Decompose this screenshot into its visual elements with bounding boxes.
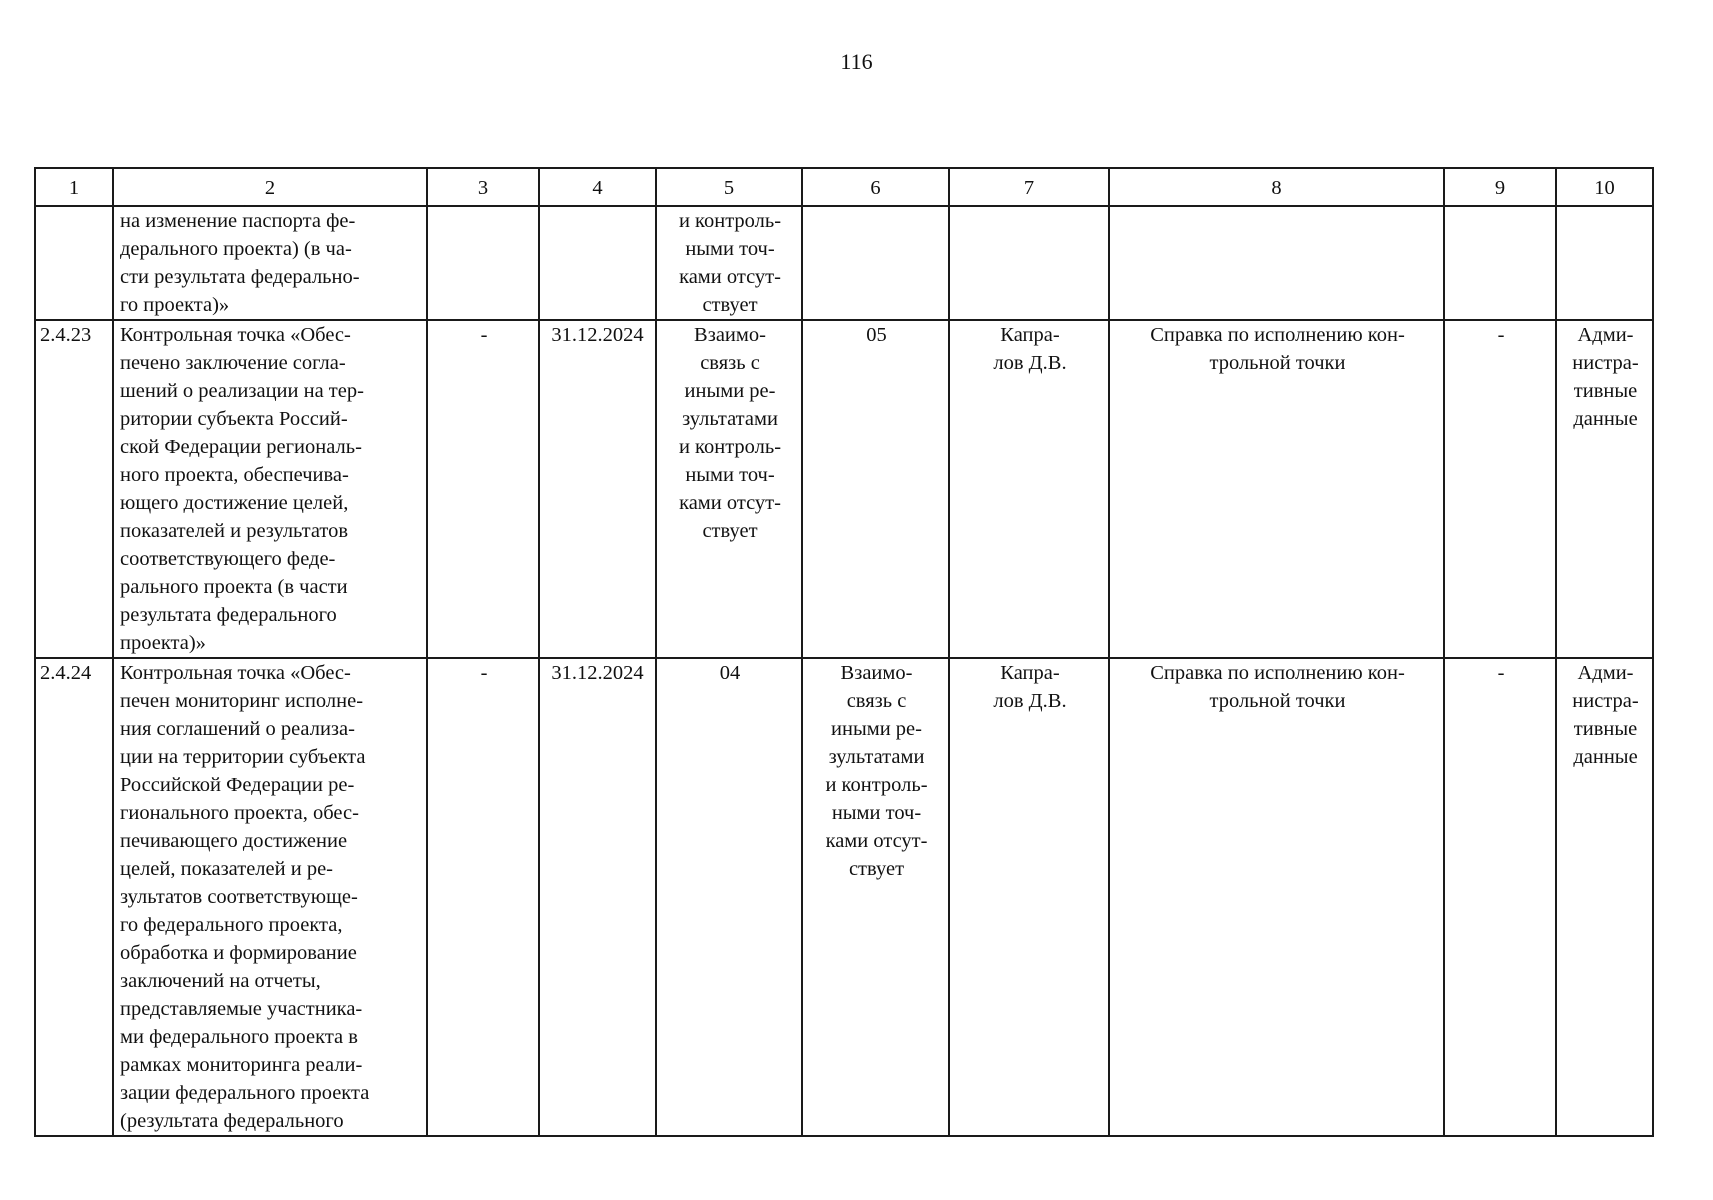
cell-col9: - bbox=[1444, 658, 1556, 1136]
text-line: ными точ- bbox=[685, 238, 775, 260]
header-cell: 4 bbox=[539, 168, 656, 206]
text-line: ного проекта, обеспечива- bbox=[120, 464, 349, 486]
header-cell: 10 bbox=[1556, 168, 1653, 206]
text-line: нистра- bbox=[1572, 690, 1639, 712]
cell-number bbox=[35, 206, 113, 320]
text-line: проекта)» bbox=[120, 632, 206, 654]
cell-col9 bbox=[1444, 206, 1556, 320]
text-line: шений о реализации на тер- bbox=[120, 380, 364, 402]
text-line: Взаимо- bbox=[694, 324, 766, 346]
text-line: Адми- bbox=[1577, 324, 1634, 346]
text-line: печен мониторинг исполне- bbox=[120, 690, 364, 712]
cell-col6 bbox=[802, 658, 949, 1136]
cell-source bbox=[1556, 206, 1653, 320]
text-line: и контроль- bbox=[825, 774, 928, 796]
text-line: ствует bbox=[848, 858, 905, 880]
table-row bbox=[35, 206, 1653, 320]
text-line: го федерального проекта, bbox=[120, 914, 343, 936]
text-line: 04 bbox=[719, 662, 741, 684]
cell-number: 2.4.23 bbox=[35, 320, 113, 658]
cell-source bbox=[1556, 320, 1653, 658]
cell-responsible bbox=[949, 658, 1109, 1136]
text-line: ритории субъекта Россий- bbox=[120, 408, 348, 430]
cell-col5 bbox=[656, 658, 802, 1136]
text-line: показателей и результатов bbox=[120, 520, 349, 542]
cell-date bbox=[539, 206, 656, 320]
text-line: Адми- bbox=[1577, 662, 1634, 684]
text-line: Российской Федерации ре- bbox=[120, 774, 355, 796]
text-line: рамках мониторинга реали- bbox=[120, 1054, 363, 1076]
cell-name bbox=[113, 320, 427, 658]
text-line: связь с bbox=[700, 352, 760, 374]
cell-col5 bbox=[656, 206, 802, 320]
text-line: представляемые участника- bbox=[120, 998, 363, 1020]
document-table bbox=[34, 167, 1654, 1137]
cell-document bbox=[1109, 206, 1444, 320]
text-line: Контрольная точка «Обес- bbox=[120, 662, 351, 684]
header-cell: 6 bbox=[802, 168, 949, 206]
text-line: трольной точки bbox=[1209, 690, 1346, 712]
header-cell: 5 bbox=[656, 168, 802, 206]
text-line: лов Д.В. bbox=[993, 690, 1067, 712]
text-line: обработка и формирование bbox=[120, 942, 357, 964]
text-line: иными ре- bbox=[831, 718, 922, 740]
cell-col6 bbox=[802, 206, 949, 320]
text-line: печено заключение согла- bbox=[120, 352, 346, 374]
text-line: сти результата федерально- bbox=[120, 266, 360, 288]
header-cell: 7 bbox=[949, 168, 1109, 206]
text-line: печивающего достижение bbox=[120, 830, 348, 852]
table-row bbox=[35, 658, 1653, 1136]
text-line: нистра- bbox=[1572, 352, 1639, 374]
text-line: дерального проекта) (в ча- bbox=[120, 238, 352, 260]
text-line: и контроль- bbox=[678, 436, 782, 458]
text-line: ками отсут- bbox=[825, 830, 928, 852]
cell-document bbox=[1109, 658, 1444, 1136]
text-line: ния соглашений о реализа- bbox=[120, 718, 355, 740]
cell-col3 bbox=[427, 206, 539, 320]
text-line: ными точ- bbox=[685, 464, 775, 486]
cell-date: 31.12.2024 bbox=[539, 658, 656, 1136]
text-line: ющего достижение целей, bbox=[120, 492, 349, 514]
text-line: ствует bbox=[702, 520, 758, 542]
cell-col9: - bbox=[1444, 320, 1556, 658]
header-cell: 9 bbox=[1444, 168, 1556, 206]
text-line: Капра- bbox=[1000, 324, 1060, 346]
cell-source bbox=[1556, 658, 1653, 1136]
text-line: Справка по исполнению кон- bbox=[1150, 324, 1405, 346]
cell-responsible bbox=[949, 320, 1109, 658]
text-line: го проекта)» bbox=[120, 294, 230, 316]
text-line: ками отсут- bbox=[679, 492, 781, 514]
text-line: ствует bbox=[702, 294, 758, 316]
header-cell: 8 bbox=[1109, 168, 1444, 206]
table-header-row bbox=[35, 168, 1653, 206]
cell-name bbox=[113, 206, 427, 320]
text-line: и контроль- bbox=[678, 210, 782, 232]
text-line: тивные bbox=[1573, 718, 1638, 740]
cell-document bbox=[1109, 320, 1444, 658]
text-line: (результата федерального bbox=[120, 1110, 344, 1132]
cell-col3: - bbox=[427, 658, 539, 1136]
text-line: данные bbox=[1573, 746, 1638, 768]
text-line: связь с bbox=[846, 690, 907, 712]
header-cell: 2 bbox=[113, 168, 427, 206]
text-line: зультатов соответствующе- bbox=[120, 886, 358, 908]
text-line: ской Федерации региональ- bbox=[120, 436, 362, 458]
text-line: гионального проекта, обес- bbox=[120, 802, 359, 824]
cell-col5 bbox=[656, 320, 802, 658]
text-line: лов Д.В. bbox=[993, 352, 1067, 374]
text-line: целей, показателей и ре- bbox=[120, 858, 334, 880]
table-row bbox=[35, 320, 1653, 658]
cell-col3: - bbox=[427, 320, 539, 658]
cell-date: 31.12.2024 bbox=[539, 320, 656, 658]
cell-col6: 05 bbox=[802, 320, 949, 658]
text-line: тивные bbox=[1573, 380, 1638, 402]
text-line: зультатами bbox=[828, 746, 925, 768]
text-line: ными точ- bbox=[831, 802, 922, 824]
text-line: зации федерального проекта bbox=[120, 1082, 370, 1104]
page-number: 116 bbox=[840, 49, 873, 74]
text-line: ками отсут- bbox=[679, 266, 781, 288]
text-line: иными ре- bbox=[684, 380, 776, 402]
text-line: трольной точки bbox=[1209, 352, 1346, 374]
text-line: соответствующего феде- bbox=[120, 548, 336, 570]
text-line: заключений на отчеты, bbox=[120, 970, 321, 992]
text-line: Справка по исполнению кон- bbox=[1150, 662, 1405, 684]
cell-responsible bbox=[949, 206, 1109, 320]
header-cell: 1 bbox=[35, 168, 113, 206]
text-line: рального проекта (в части bbox=[120, 576, 348, 598]
text-line: данные bbox=[1573, 408, 1638, 430]
text-line: Взаимо- bbox=[840, 662, 913, 684]
text-line: на изменение паспорта фе- bbox=[120, 210, 356, 232]
header-cell: 3 bbox=[427, 168, 539, 206]
text-line: зультатами bbox=[682, 408, 778, 430]
text-line: Капра- bbox=[1000, 662, 1060, 684]
text-line: ции на территории субъекта bbox=[120, 746, 366, 768]
cell-number: 2.4.24 bbox=[35, 658, 113, 1136]
text-line: Контрольная точка «Обес- bbox=[120, 324, 351, 346]
text-line: результата федерального bbox=[120, 604, 337, 626]
text-line: ми федерального проекта в bbox=[120, 1026, 358, 1048]
cell-name bbox=[113, 658, 427, 1136]
